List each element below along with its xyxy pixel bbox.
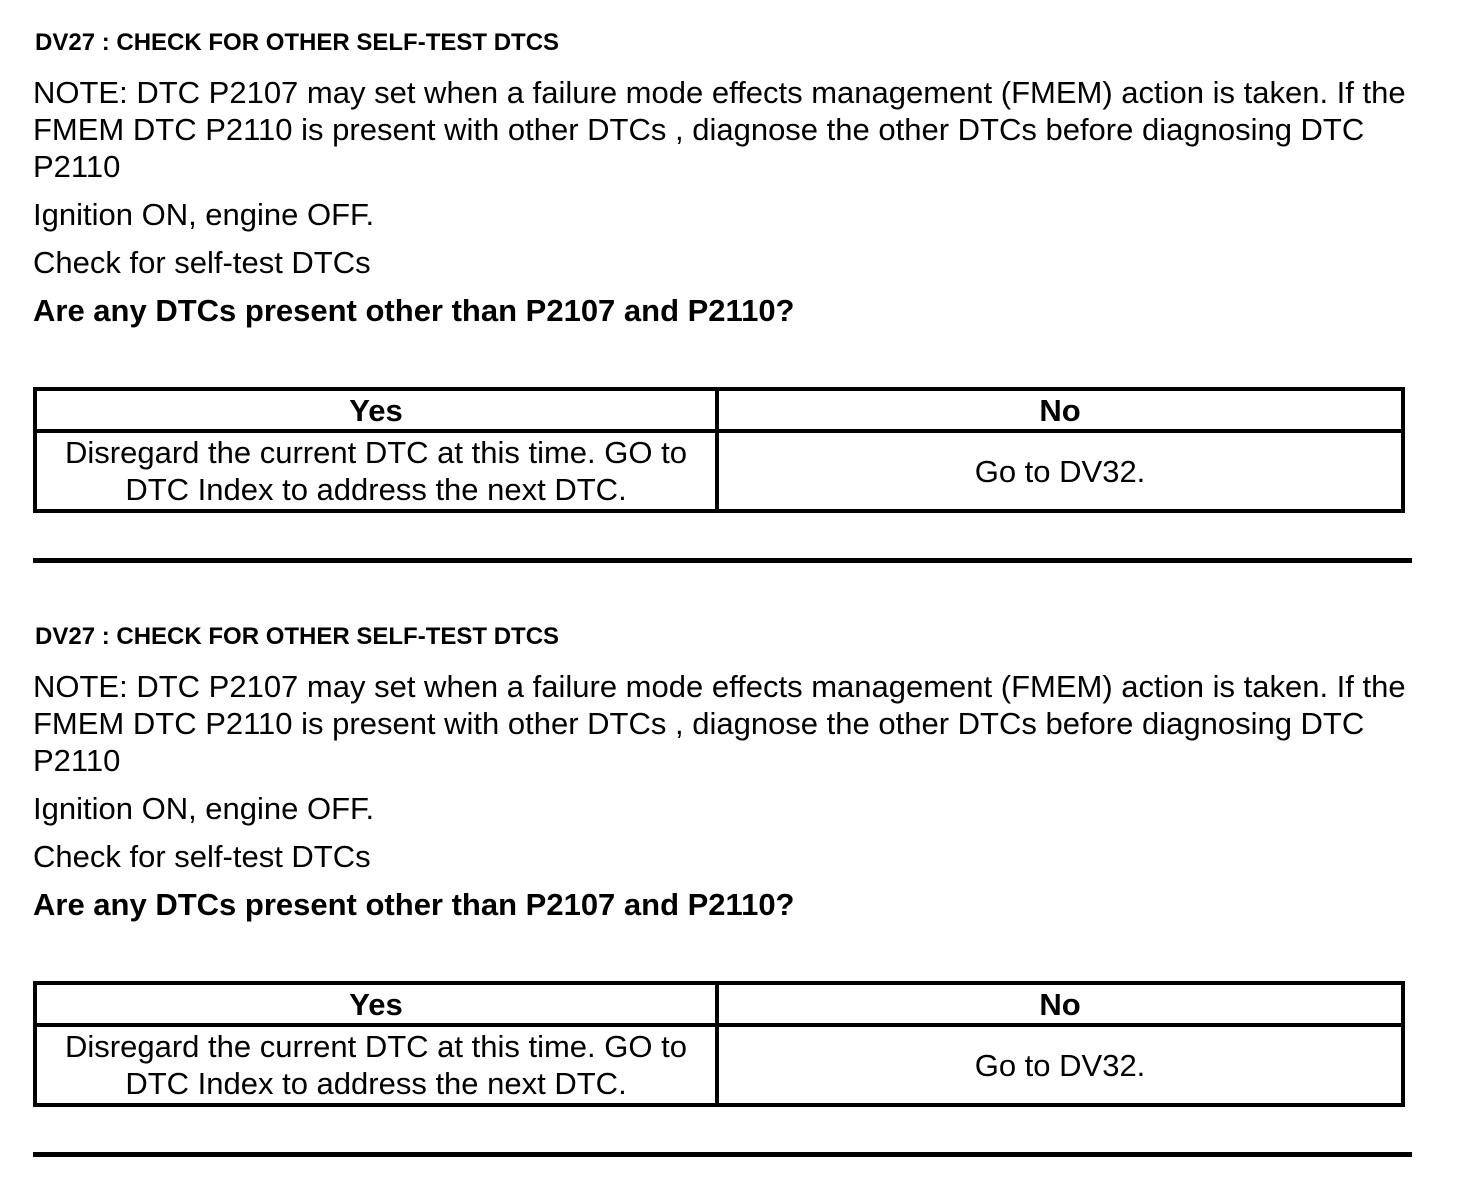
yes-action: Disregard the current DTC at this time. GO to DTC Index to address the next DTC. <box>35 431 717 511</box>
yes-header: Yes <box>35 983 717 1025</box>
no-action: Go to DV32. <box>717 431 1403 511</box>
no-action: Go to DV32. <box>717 1025 1403 1105</box>
no-header: No <box>717 389 1403 431</box>
step-instruction: Ignition ON, engine OFF. <box>33 791 375 826</box>
no-header: No <box>717 983 1403 1025</box>
step-question: Are any DTCs present other than P2107 and P2110? <box>33 887 795 922</box>
decision-table <box>33 387 1405 513</box>
step-instruction: Check for self-test DTCs <box>33 839 371 874</box>
step-note: NOTE: DTC P2107 may set when a failure mode effects management (FMEM) action is taken. If the FMEM DTC P2110 is present with other DTCs , diagnose the other DTCs before diagnosing DTC P2110 <box>33 669 1406 778</box>
step-title: DV27 : CHECK FOR OTHER SELF-TEST DTCS <box>35 29 560 56</box>
step-title: DV27 : CHECK FOR OTHER SELF-TEST DTCS <box>35 623 560 650</box>
decision-table-row <box>35 431 1403 511</box>
step-instruction: Check for self-test DTCs <box>33 245 371 280</box>
decision-table-header-row <box>35 983 1403 1025</box>
decision-table-row <box>35 1025 1403 1105</box>
section-divider <box>33 1152 1412 1157</box>
step-instruction: Ignition ON, engine OFF. <box>33 197 375 232</box>
decision-table <box>33 981 1405 1107</box>
section-divider <box>33 558 1412 563</box>
yes-header: Yes <box>35 389 717 431</box>
step-note: NOTE: DTC P2107 may set when a failure mode effects management (FMEM) action is taken. If the FMEM DTC P2110 is present with other DTCs , diagnose the other DTCs before diagnosing DTC P2110 <box>33 75 1406 184</box>
decision-table-header-row <box>35 389 1403 431</box>
yes-action: Disregard the current DTC at this time. GO to DTC Index to address the next DTC. <box>35 1025 717 1105</box>
step-question: Are any DTCs present other than P2107 and P2110? <box>33 293 795 328</box>
